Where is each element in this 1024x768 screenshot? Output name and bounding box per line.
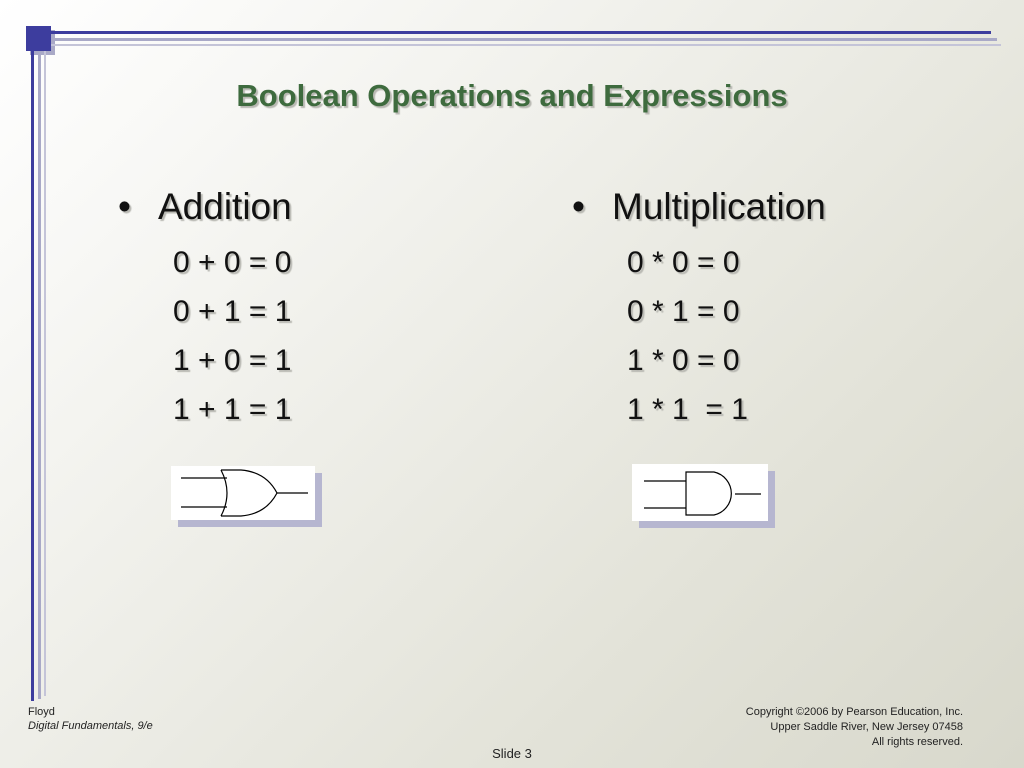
footer-author: Floyd: [28, 706, 55, 718]
slide-title: Boolean Operations and Expressions: [236, 78, 788, 113]
top-rule-dark: [51, 31, 991, 34]
or-gate-icon: [171, 466, 315, 520]
left-rule-light-2: [44, 51, 46, 696]
equation: 0 * 1 = 0: [627, 295, 740, 328]
equation: 0 + 1 = 1: [173, 295, 292, 328]
corner-square: [26, 26, 51, 51]
addition-heading: Addition: [158, 186, 292, 227]
footer-attribution: [28, 705, 153, 733]
and-gate-icon: [632, 464, 768, 521]
slide-number: Slide 3: [492, 746, 532, 761]
equation: 0 + 0 = 0: [173, 246, 292, 279]
multiplication-equations: [572, 238, 826, 434]
multiplication-bullet: [572, 186, 826, 234]
addition-column: [118, 186, 292, 434]
copyright-line: Upper Saddle River, New Jersey 07458: [770, 721, 963, 733]
footer-copyright: [746, 705, 963, 750]
equation: 1 * 1 = 1: [627, 393, 748, 426]
addition-bullet: [118, 186, 292, 234]
multiplication-column: [572, 186, 826, 434]
addition-equations: [118, 238, 292, 434]
top-rule-light-2: [51, 44, 1001, 46]
top-rule-light: [51, 38, 997, 41]
equation: 1 + 1 = 1: [173, 393, 292, 426]
bullet-icon: •: [572, 186, 585, 227]
equation: 0 * 0 = 0: [627, 246, 740, 279]
bullet-icon: •: [118, 186, 131, 227]
left-rule-light: [38, 51, 41, 699]
copyright-line: Copyright ©2006 by Pearson Education, Inc.: [745, 706, 963, 718]
equation: 1 * 0 = 0: [627, 344, 740, 377]
equation: 1 + 0 = 1: [173, 344, 292, 377]
copyright-line: All rights reserved.: [871, 736, 963, 748]
footer-book-title: Digital Fundamentals, 9/e: [28, 720, 153, 732]
left-rule-dark: [31, 51, 34, 701]
multiplication-heading: Multiplication: [612, 186, 826, 227]
